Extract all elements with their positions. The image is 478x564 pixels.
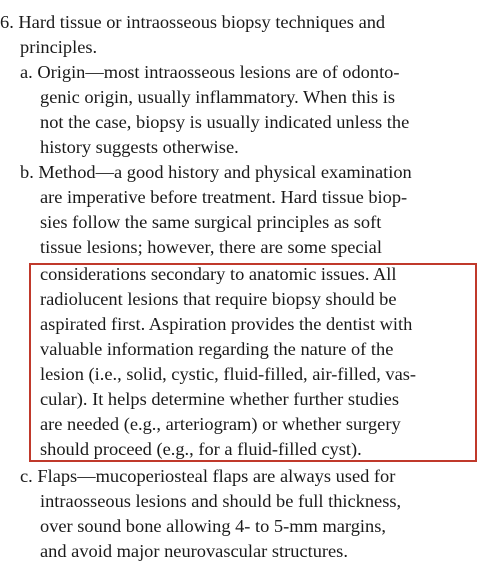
highlighted-line-2: radiolucent lesions that require biopsy should be bbox=[40, 289, 397, 309]
item-a-line-4: history suggests otherwise. bbox=[40, 137, 239, 157]
item-b-line-4: tissue lesions; however, there are some special bbox=[40, 237, 382, 257]
highlighted-line-5: lesion (i.e., solid, cystic, fluid-filled, air-filled, vas- bbox=[40, 364, 417, 384]
item-b-line-3: sies follow the same surgical principles as soft bbox=[40, 212, 382, 232]
item-b-line-2: are imperative before treatment. Hard tissue biop- bbox=[40, 187, 408, 207]
item-6-heading-line-1: 6. Hard tissue or intraosseous biopsy techniques and bbox=[0, 12, 386, 32]
highlighted-line-6: cular). It helps determine whether further studies bbox=[40, 389, 399, 409]
highlighted-line-8: should proceed (e.g., for a fluid-filled cyst). bbox=[40, 439, 362, 459]
item-6-heading-line-2: principles. bbox=[20, 37, 98, 57]
item-b-line-1: b. Method—a good history and physical examination bbox=[20, 162, 412, 182]
item-c-line-2: intraosseous lesions and should be full thickness, bbox=[40, 491, 402, 511]
item-a-line-1: a. Origin—most intraosseous lesions are of odonto- bbox=[20, 62, 400, 82]
item-c-line-4: and avoid major neurovascular structures. bbox=[40, 541, 348, 561]
item-c-line-3: over sound bone allowing 4- to 5-mm margins, bbox=[40, 516, 386, 536]
highlighted-line-4: valuable information regarding the nature of the bbox=[40, 339, 394, 359]
highlighted-line-7: are needed (e.g., arteriogram) or whether surgery bbox=[40, 414, 401, 434]
item-a-line-3: not the case, biopsy is usually indicated unless the bbox=[40, 112, 410, 132]
item-c-line-1: c. Flaps—mucoperiosteal flaps are always used for bbox=[20, 466, 396, 486]
item-a-line-2: genic origin, usually inflammatory. When this is bbox=[40, 87, 395, 107]
highlighted-line-1: considerations secondary to anatomic issues. All bbox=[40, 264, 397, 284]
highlighted-line-3: aspirated first. Aspiration provides the dentist with bbox=[40, 314, 413, 334]
